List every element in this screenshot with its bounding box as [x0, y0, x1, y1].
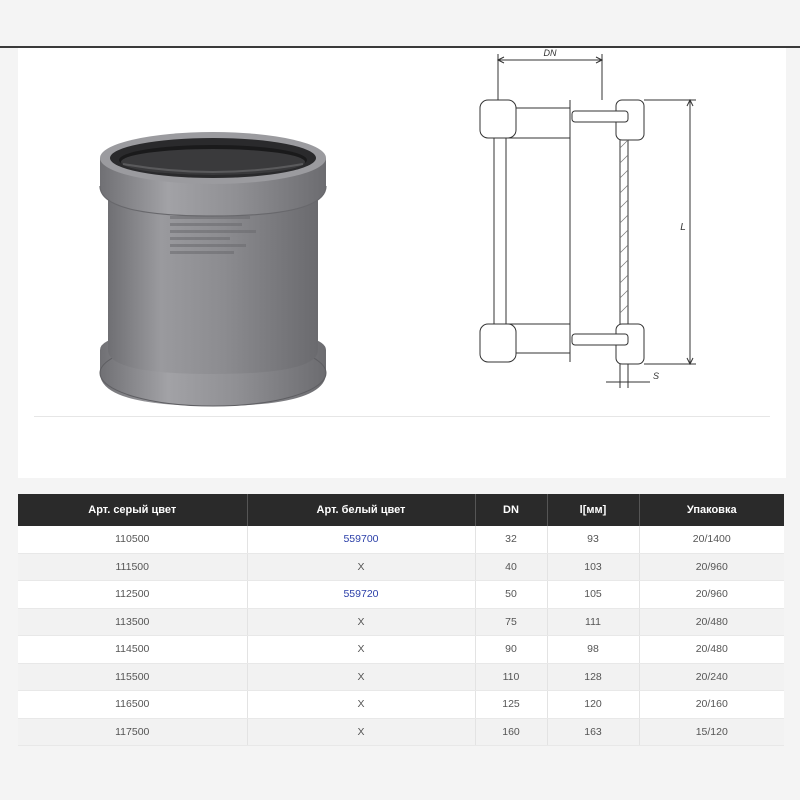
length-cell: 93: [547, 526, 639, 553]
packaging-cell: 20/480: [639, 636, 784, 664]
packaging-cell: 20/160: [639, 691, 784, 719]
dn-cell: 50: [475, 581, 547, 609]
length-cell: 103: [547, 553, 639, 581]
table-row: [18, 663, 784, 691]
packaging-cell: 20/240: [639, 663, 784, 691]
s-label: S: [652, 371, 660, 381]
packaging-cell: 20/960: [639, 581, 784, 609]
gray-article-cell: 112500: [18, 581, 247, 609]
white-article-cell: X: [247, 663, 475, 691]
col-header-white-article: Арт. белый цвет: [247, 494, 475, 526]
length-cell: 120: [547, 691, 639, 719]
table-row: [18, 718, 784, 746]
white-article-cell: X: [247, 553, 475, 581]
gray-article-cell: 113500: [18, 608, 247, 636]
dn-cell: 32: [475, 526, 547, 553]
col-header-dn: DN: [475, 494, 547, 526]
card-divider: [34, 416, 770, 417]
dn-cell: 110: [475, 663, 547, 691]
table-row: [18, 636, 784, 664]
dimension-drawing: [478, 48, 686, 393]
length-cell: 128: [547, 663, 639, 691]
table-row: [18, 608, 784, 636]
dn-cell: 125: [475, 691, 547, 719]
gray-article-cell: 114500: [18, 636, 247, 664]
length-cell: 105: [547, 581, 639, 609]
table-row: [18, 691, 784, 719]
length-cell: 98: [547, 636, 639, 664]
packaging-cell: 20/480: [639, 608, 784, 636]
table-row: [18, 553, 784, 581]
dn-label: DN: [543, 48, 557, 58]
coupling-photo: [98, 88, 348, 418]
dn-cell: 90: [475, 636, 547, 664]
spec-header-row: [18, 494, 784, 526]
length-cell: 111: [547, 608, 639, 636]
gray-article-cell: 115500: [18, 663, 247, 691]
gray-article-cell: 111500: [18, 553, 247, 581]
white-article-cell: X: [247, 691, 475, 719]
white-article-link[interactable]: 559700: [343, 533, 379, 546]
l-label: L: [680, 222, 686, 233]
dn-cell: 40: [475, 553, 547, 581]
table-row: [18, 581, 784, 609]
col-header-gray-article: Арт. серый цвет: [18, 494, 247, 526]
white-article-cell: X: [247, 636, 475, 664]
dn-cell: 75: [475, 608, 547, 636]
white-article-link[interactable]: 559720: [343, 588, 379, 601]
gray-article-cell: 117500: [18, 718, 247, 746]
spec-table: [18, 494, 784, 746]
packaging-cell: 15/120: [639, 718, 784, 746]
white-article-cell: [247, 526, 475, 553]
length-cell: 163: [547, 718, 639, 746]
packaging-cell: 20/960: [639, 553, 784, 581]
gray-article-cell: 110500: [18, 526, 247, 553]
white-article-cell: [247, 581, 475, 609]
gray-article-cell: 116500: [18, 691, 247, 719]
white-article-cell: X: [247, 718, 475, 746]
col-header-packaging: Упаковка: [639, 494, 784, 526]
white-article-cell: X: [247, 608, 475, 636]
col-header-length: l[мм]: [547, 494, 639, 526]
table-row: [18, 526, 784, 553]
spec-table-body: [18, 526, 784, 746]
packaging-cell: 20/1400: [639, 526, 784, 553]
dn-cell: 160: [475, 718, 547, 746]
product-card: [18, 48, 786, 478]
